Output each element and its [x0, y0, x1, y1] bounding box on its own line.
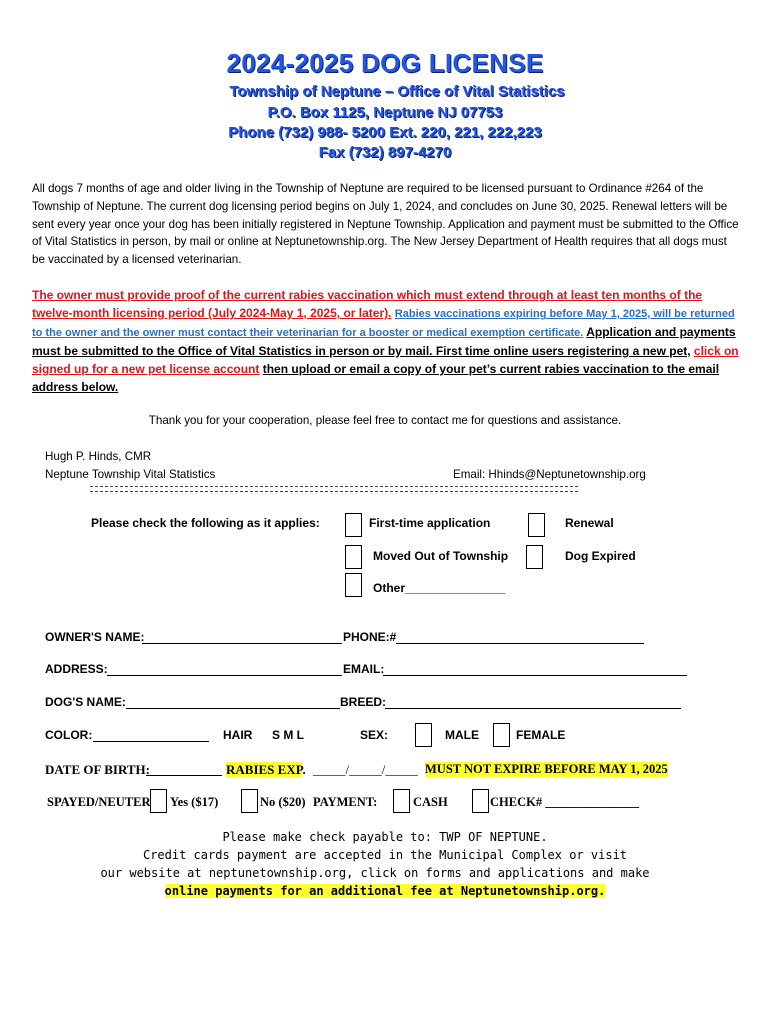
address-label: ADDRESS:: [45, 662, 108, 676]
submission-instructions: Application and payments must be submitted to the Office of Vital Statistics in person or by mail. First time online users registering a new pet,: [32, 325, 736, 358]
dob-label: DATE OF BIRTH:: [45, 762, 150, 777]
expired-checkbox[interactable]: [526, 545, 543, 569]
renewal-checkbox[interactable]: [528, 513, 545, 537]
upload-instructions: then upload or email a copy of your pet’s current rabies vaccination to the email address below.: [32, 362, 720, 394]
dog-name-label: DOG'S NAME:: [45, 695, 126, 709]
signer-dept: Neptune Township Vital Statistics: [45, 468, 216, 481]
online-fee-text: online payments for an additional fee at Neptunetownship.org.: [164, 884, 606, 898]
cash-label: CASH: [413, 795, 448, 809]
male-checkbox[interactable]: [415, 723, 432, 747]
color-field[interactable]: [93, 729, 209, 742]
office-phone: Phone (732) 988- 5200 Ext. 220, 221, 222,223: [228, 124, 542, 141]
divider: [90, 486, 578, 492]
online-fee-note: [0, 884, 770, 898]
credit-card-note: Credit cards payment are accepted in the Municipal Complex or visit: [142, 848, 628, 862]
check-prompt: Please check the following as it applies:: [91, 516, 320, 530]
rabies-exp-label: RABIES EXP: [226, 762, 303, 777]
office-address: P.O. Box 1125, Neptune NJ 07753: [267, 104, 503, 121]
breed-field[interactable]: [385, 696, 681, 709]
signer-email: Email: Hhinds@Neptunetownship.org: [453, 468, 646, 481]
female-label: FEMALE: [516, 728, 566, 742]
first-time-checkbox[interactable]: [345, 513, 362, 537]
expire-note: MUST NOT EXPIRE BEFORE MAY 1, 2025: [425, 762, 668, 776]
thanks-text: Thank you for your cooperation, please feel free to contact me for questions and assistance.: [148, 414, 622, 427]
email-field[interactable]: [383, 663, 687, 676]
address-field[interactable]: [107, 663, 342, 676]
signup-link[interactable]: click on signed up for a new pet license account: [32, 344, 739, 376]
payable-note: Please make check payable to: TWP OF NEPTUNE.: [222, 830, 548, 844]
spayed-label: SPAYED/NEUTER: [47, 795, 151, 809]
male-label: MALE: [445, 728, 479, 742]
payment-label: PAYMENT:: [313, 795, 378, 809]
spayed-no-label: No ($20): [260, 795, 306, 809]
moved-label: Moved Out of Township: [373, 549, 509, 563]
rabies-notice: [32, 286, 742, 396]
website-note: our website at neptunetownship.org, click on forms and applications and make: [100, 866, 650, 880]
signer-name: Hugh P. Hinds, CMR: [45, 450, 152, 463]
spayed-no-checkbox[interactable]: [241, 789, 258, 813]
rabies-requirement: The owner must provide proof of the current rabies vaccination which must extend through at least ten months of the twelve-month licensing period (July 2024-May 1, 2025, or later).: [32, 288, 703, 320]
rabies-expiry-warning: Rabies vaccinations expiring before May 1, 2025, will be returned to the owner and the owner must contact their veterinarian for a booster or medical exemption certificate.: [32, 308, 735, 339]
other-checkbox[interactable]: [345, 573, 362, 597]
other-label[interactable]: Other_______________: [373, 581, 506, 595]
breed-label: BREED:: [340, 695, 387, 709]
hair-size-options[interactable]: S M L: [272, 728, 304, 742]
rabies-exp-field[interactable]: _____/_____/_____: [313, 762, 418, 777]
email-label: EMAIL:: [343, 662, 385, 676]
owner-name-label: OWNER'S NAME:: [45, 630, 145, 644]
moved-checkbox[interactable]: [345, 545, 362, 569]
phone-field[interactable]: [396, 631, 644, 644]
color-label: COLOR:: [45, 728, 93, 742]
first-time-label: First-time application: [369, 516, 491, 530]
female-checkbox[interactable]: [493, 723, 510, 747]
cash-checkbox[interactable]: [393, 789, 410, 813]
office-name: Township of Neptune – Office of Vital Statistics: [229, 83, 565, 100]
expired-label: Dog Expired: [565, 549, 636, 563]
rabies-exp-period: .: [302, 762, 306, 777]
renewal-label: Renewal: [565, 516, 614, 530]
intro-paragraph: All dogs 7 months of age and older living in the Township of Neptune are required to be licensed pursuant to Ordinance #264 of the Township of Neptune. The current dog licensing period begins on July 1, 2024, and concludes on June 30, 2025. Renewal letters will be sent every year once your dog has been initially registered in Neptune Township. Application and payment must be submitted to the Office of Vital Statistics in person, by mail or online at Neptunetownship.org. The New Jersey Department of Health requires that all dogs must be vaccinated by a licensed veterinarian.: [32, 182, 739, 267]
dob-field[interactable]: [146, 763, 222, 776]
sex-label: SEX:: [360, 728, 389, 742]
office-fax: Fax (732) 897-4270: [318, 144, 452, 161]
page-title: 2024-2025 DOG LICENSE: [226, 48, 544, 78]
dog-name-field[interactable]: [126, 696, 340, 709]
check-checkbox[interactable]: [472, 789, 489, 813]
phone-label: PHONE:#: [343, 630, 397, 644]
owner-name-field[interactable]: [142, 631, 342, 644]
spayed-yes-checkbox[interactable]: [150, 789, 167, 813]
spayed-yes-label: Yes ($17): [170, 795, 219, 809]
check-number-field[interactable]: CHECK# _______________: [490, 795, 639, 809]
hair-label: HAIR: [223, 728, 253, 742]
rabies-exp-wrap: [226, 762, 306, 778]
